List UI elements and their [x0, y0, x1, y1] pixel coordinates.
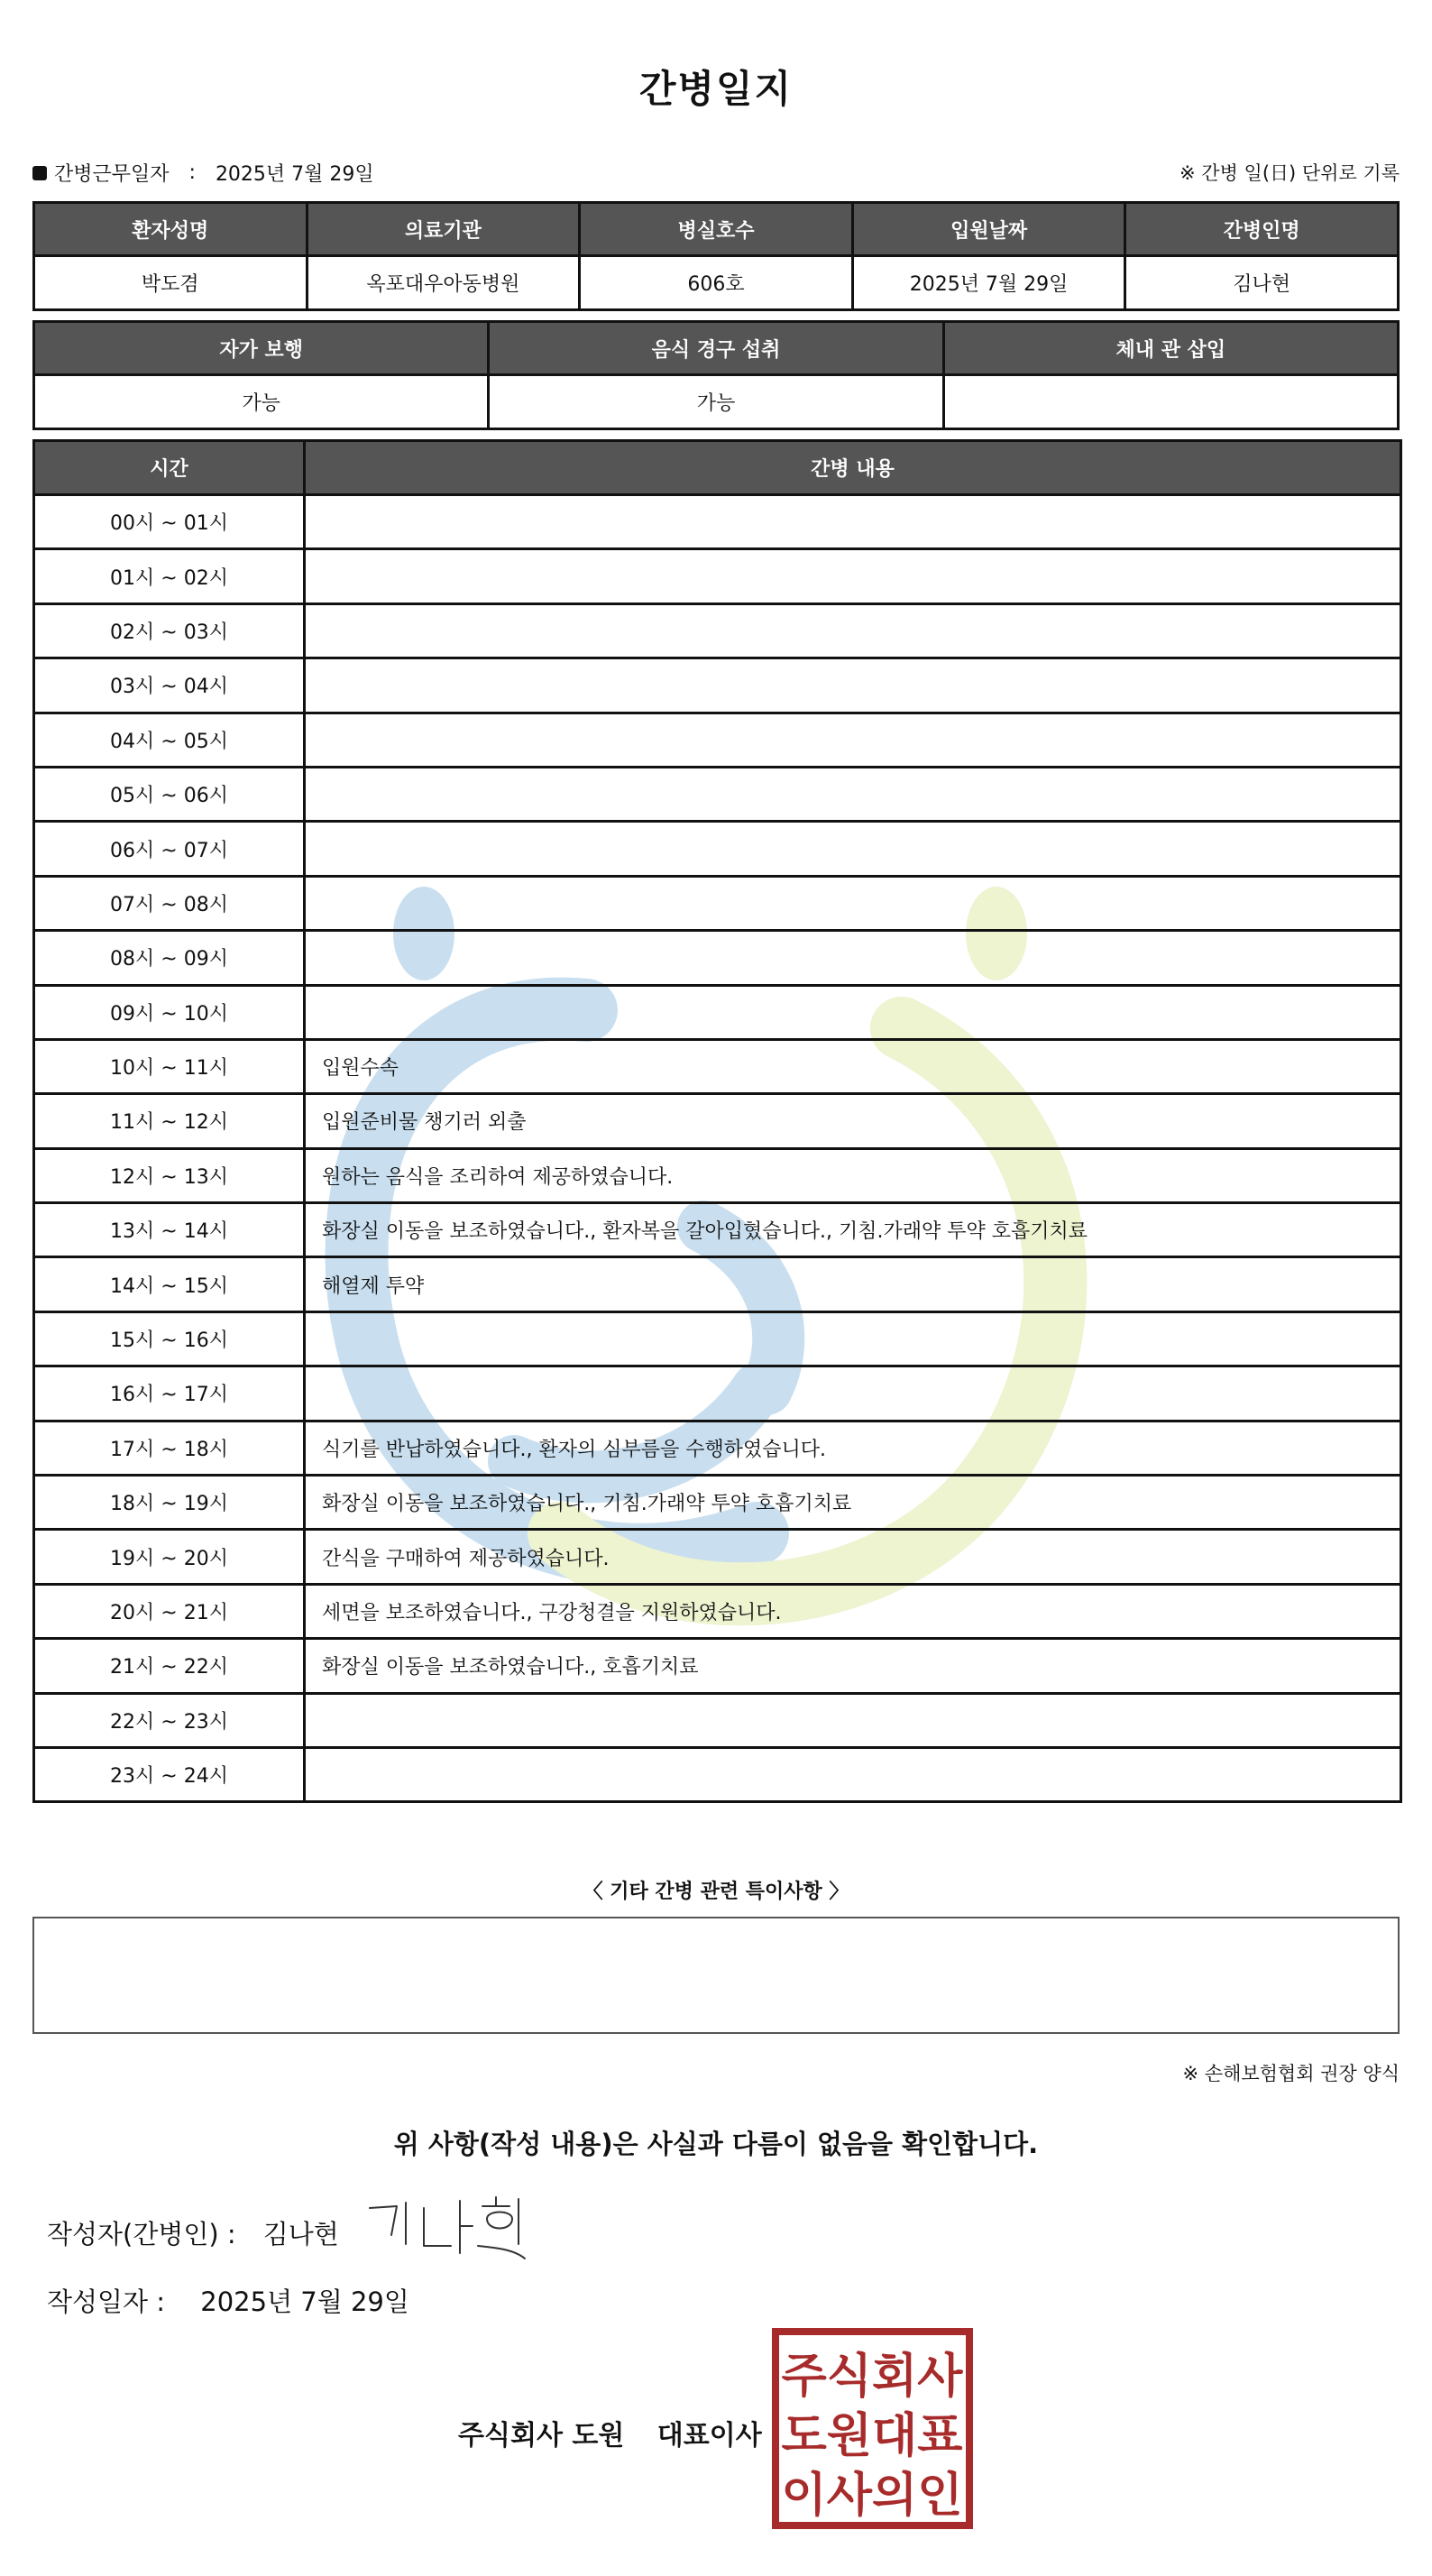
schedule-row	[34, 1257, 1401, 1311]
schedule-time: 20시 ~ 21시	[34, 1584, 305, 1638]
work-date-value: 2025년 7월 29일	[215, 163, 374, 186]
bullet-square-icon	[32, 166, 47, 180]
schedule-body	[34, 495, 1401, 1802]
schedule-content	[305, 549, 1401, 603]
header-admission-date: 입원날짜	[852, 203, 1125, 256]
schedule-time: 04시 ~ 05시	[34, 713, 305, 767]
patient-info-value-row	[34, 256, 1399, 310]
caregiver-name: 김나현	[1125, 256, 1399, 310]
schedule-row	[34, 1366, 1401, 1421]
schedule-time: 02시 ~ 03시	[34, 603, 305, 658]
schedule-time: 19시 ~ 20시	[34, 1530, 305, 1584]
confirmation-statement: 위 사항(작성 내용)은 사실과 다름이 없음을 확인합니다.	[393, 2129, 1039, 2159]
work-date-label: 간병근무일자	[54, 163, 170, 186]
schedule-content	[305, 658, 1401, 713]
page-title: 간병일지	[638, 67, 794, 111]
schedule-header-row	[34, 441, 1401, 495]
handwritten-signature	[361, 2190, 532, 2273]
schedule-content: 입원수속	[305, 1039, 1401, 1093]
schedule-time: 21시 ~ 22시	[34, 1639, 305, 1693]
written-date-line	[47, 2282, 409, 2319]
schedule-time: 06시 ~ 07시	[34, 822, 305, 876]
schedule-content: 세면을 보조하였습니다., 구강청결을 지원하였습니다.	[305, 1584, 1401, 1638]
schedule-time: 03시 ~ 04시	[34, 658, 305, 713]
company-line	[458, 2413, 762, 2452]
patient-name: 박도겸	[34, 256, 308, 310]
schedule-time: 13시 ~ 14시	[34, 1203, 305, 1257]
schedule-row	[34, 1476, 1401, 1530]
patient-info-table	[32, 201, 1400, 311]
writer-name: 김나현	[262, 2219, 339, 2249]
hospital-name: 옥포대우아동병원	[307, 256, 580, 310]
care-schedule-table	[32, 439, 1402, 1803]
written-date-value: 2025년 7월 29일	[200, 2286, 409, 2317]
schedule-time: 05시 ~ 06시	[34, 767, 305, 821]
header-hospital: 의료기관	[307, 203, 580, 256]
writer-label: 작성자(간병인) :	[47, 2219, 236, 2249]
schedule-row	[34, 1421, 1401, 1475]
schedule-time: 11시 ~ 12시	[34, 1094, 305, 1148]
schedule-content: 입원준비물 챙기러 외출	[305, 1094, 1401, 1148]
schedule-row	[34, 822, 1401, 876]
schedule-content	[305, 603, 1401, 658]
schedule-row	[34, 931, 1401, 985]
schedule-time: 12시 ~ 13시	[34, 1148, 305, 1202]
room-number: 606호	[580, 256, 853, 310]
schedule-content	[305, 1747, 1401, 1801]
schedule-time: 16시 ~ 17시	[34, 1366, 305, 1421]
schedule-time: 14시 ~ 15시	[34, 1257, 305, 1311]
company-name: 주식회사 도원	[458, 2420, 625, 2452]
header-patient-name: 환자성명	[34, 203, 308, 256]
header-oral-intake: 음식 경구 섭취	[489, 322, 943, 375]
schedule-time: 08시 ~ 09시	[34, 931, 305, 985]
schedule-row	[34, 876, 1401, 930]
schedule-row	[34, 658, 1401, 713]
record-note: ※ 간병 일(日) 단위로 기록	[1180, 162, 1400, 184]
header-walking: 자가 보행	[34, 322, 489, 375]
schedule-content: 원하는 음식을 조리하여 제공하였습니다.	[305, 1148, 1401, 1202]
schedule-row	[34, 713, 1401, 767]
schedule-time: 17시 ~ 18시	[34, 1421, 305, 1475]
schedule-time: 10시 ~ 11시	[34, 1039, 305, 1093]
schedule-row	[34, 1747, 1401, 1801]
schedule-time: 23시 ~ 24시	[34, 1747, 305, 1801]
admission-date: 2025년 7월 29일	[852, 256, 1125, 310]
schedule-time: 15시 ~ 16시	[34, 1311, 305, 1366]
form-note: ※ 손해보험협회 권장 양식	[1182, 2063, 1400, 2084]
header-room: 병실호수	[580, 203, 853, 256]
schedule-content	[305, 1693, 1401, 1747]
schedule-content	[305, 822, 1401, 876]
schedule-row	[34, 767, 1401, 821]
header-time: 시간	[34, 441, 305, 495]
schedule-row	[34, 1639, 1401, 1693]
seal-line-1: 주식회사	[781, 2350, 963, 2404]
schedule-time: 22시 ~ 23시	[34, 1693, 305, 1747]
header-tube: 체내 관 삽입	[943, 322, 1398, 375]
schedule-row	[34, 1203, 1401, 1257]
patient-info-header-row	[34, 203, 1399, 256]
work-date-line	[32, 159, 374, 187]
schedule-time: 18시 ~ 19시	[34, 1476, 305, 1530]
schedule-content	[305, 1311, 1401, 1366]
schedule-content	[305, 876, 1401, 930]
schedule-row	[34, 495, 1401, 549]
schedule-time: 00시 ~ 01시	[34, 495, 305, 549]
schedule-row	[34, 1584, 1401, 1638]
schedule-content: 화장실 이동을 보조하였습니다., 호흡기치료	[305, 1639, 1401, 1693]
schedule-time: 01시 ~ 02시	[34, 549, 305, 603]
seal-line-2: 도원대표	[781, 2409, 963, 2463]
schedule-row	[34, 603, 1401, 658]
schedule-content	[305, 767, 1401, 821]
schedule-row	[34, 1693, 1401, 1747]
schedule-content	[305, 713, 1401, 767]
schedule-time: 07시 ~ 08시	[34, 876, 305, 930]
patient-status-table	[32, 320, 1400, 430]
representative-title: 대표이사	[656, 2420, 762, 2452]
schedule-row	[34, 549, 1401, 603]
tube-status	[943, 375, 1398, 429]
status-value-row	[34, 375, 1399, 429]
schedule-time: 09시 ~ 10시	[34, 985, 305, 1039]
header-care-content: 간병 내용	[305, 441, 1401, 495]
schedule-row	[34, 1148, 1401, 1202]
schedule-content: 화장실 이동을 보조하였습니다., 기침.가래약 투약 호흡기치료	[305, 1476, 1401, 1530]
header-caregiver: 간병인명	[1125, 203, 1399, 256]
walking-status: 가능	[34, 375, 489, 429]
schedule-row	[34, 1094, 1401, 1148]
company-seal-stamp	[771, 2327, 974, 2530]
schedule-content: 화장실 이동을 보조하였습니다., 환자복을 갈아입혔습니다., 기침.가래약 투약 호흡기치료	[305, 1203, 1401, 1257]
schedule-content: 해열제 투약	[305, 1257, 1401, 1311]
schedule-content	[305, 985, 1401, 1039]
schedule-content: 간식을 구매하여 제공하였습니다.	[305, 1530, 1401, 1584]
schedule-content: 식기를 반납하였습니다., 환자의 심부름을 수행하였습니다.	[305, 1421, 1401, 1475]
writer-line	[47, 2214, 339, 2251]
written-date-label: 작성일자 :	[47, 2286, 166, 2317]
notes-box	[32, 1917, 1400, 2034]
schedule-content	[305, 931, 1401, 985]
work-date-separator: :	[188, 161, 196, 184]
schedule-row	[34, 1530, 1401, 1584]
schedule-content	[305, 1366, 1401, 1421]
schedule-content	[305, 495, 1401, 549]
notes-title: 〈 기타 간병 관련 특이사항 〉	[583, 1881, 849, 1903]
status-header-row	[34, 322, 1399, 375]
schedule-row	[34, 1039, 1401, 1093]
schedule-row	[34, 1311, 1401, 1366]
schedule-row	[34, 985, 1401, 1039]
seal-line-3: 이사의인	[781, 2469, 963, 2523]
oral-intake-status: 가능	[489, 375, 943, 429]
